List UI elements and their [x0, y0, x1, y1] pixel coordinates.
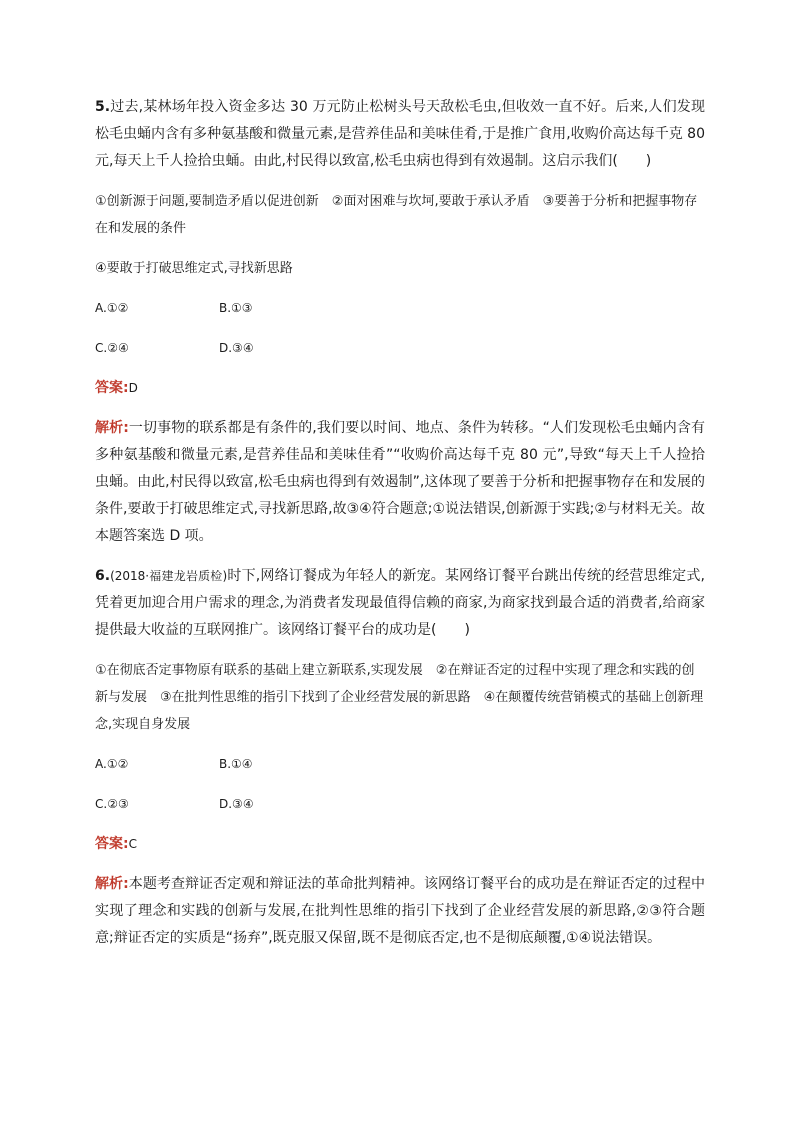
question-text: 时下,网络订餐成为年轻人的新宠。某网络订餐平台跳出传统的经营思维定式,凭着更加迎合用户需求的理念,为消费者发现最值得信赖的商家,为商家找到最合适的消费者,给商家提供最大收益的互联网推广。该网络订餐平台的成功是( ) — [95, 568, 705, 638]
question-5-stem — [95, 94, 705, 175]
question-number: 5. — [95, 99, 111, 115]
question-6-answer — [95, 831, 705, 858]
option-c: C.②④ — [95, 341, 129, 355]
question-6-analysis — [95, 871, 705, 952]
option-a: A.①② — [95, 301, 129, 315]
option-d: D.③④ — [219, 797, 254, 811]
analysis-text: 一切事物的联系都是有条件的,我们要以时间、地点、条件为转移。“人们发现松毛虫蛹内含有多种氨基酸和微量元素,是营养佳品和美味佳肴”“收购价高达每千克 80 元”,导致“每天上千人捡拾虫蛹。由此,村民得以致富,松毛虫病也得到有效遏制”,这体现了要善于分析和把握事物存在和发展的条件,要敢于打破思维定式,寻找新思路,故③④符合题意;①说法错误,创新源于实践;②与材料无关。故本题答案选 D 项。 — [95, 420, 705, 544]
question-source: (2018·福建龙岩质检) — [110, 569, 228, 583]
option-c: C.②③ — [95, 797, 129, 811]
question-6-options-row-2 — [95, 791, 705, 818]
question-text: 过去,某林场年投入资金多达 30 万元防止松树头号天敌松毛虫,但收效一直不好。后来,人们发现松毛虫蛹内含有多种氨基酸和微量元素,是营养佳品和美味佳肴,于是推广食用,收购价高达每千克 80 元,每天上千人捡拾虫蛹。由此,村民得以致富,松毛虫病也得到有效遏制。这启示我们( ) — [95, 99, 705, 169]
question-number: 6. — [95, 568, 111, 584]
question-5-analysis — [95, 415, 705, 550]
question-5-options-row-1 — [95, 295, 705, 322]
question-6-choices: ①在彻底否定事物原有联系的基础上建立新联系,实现发展 ②在辩证否定的过程中实现了理念和实践的创新与发展 ③在批判性思维的指引下找到了企业经营发展的新思路 ④在颠覆传统营销模式的基础上创新理念,实现自身发展 — [95, 663, 704, 732]
document-page — [95, 94, 705, 952]
question-5-options-row-2 — [95, 335, 705, 362]
analysis-label: 解析: — [95, 876, 129, 892]
answer-label: 答案: — [95, 380, 129, 396]
analysis-text: 本题考查辩证否定观和辩证法的革命批判精神。该网络订餐平台的成功是在辩证否定的过程中实现了理念和实践的创新与发展,在批判性思维的指引下找到了企业经营发展的新思路,②③符合题意;辩证否定的实质是“扬弃”,既克服又保留,既不是彻底否定,也不是彻底颠覆,①④说法错误。 — [95, 876, 705, 946]
option-b: B.①③ — [219, 301, 253, 315]
question-6-stem — [95, 563, 705, 644]
question-6-options-row-1 — [95, 751, 705, 778]
analysis-label: 解析: — [95, 420, 129, 436]
question-5-answer — [95, 375, 705, 402]
question-5-choices: ①创新源于问题,要制造矛盾以促进创新 ②面对困难与坎坷,要敢于承认矛盾 ③要善于分析和把握事物存在和发展的条件 — [95, 194, 698, 236]
question-5-choice-4: ④要敢于打破思维定式,寻找新思路 — [95, 261, 293, 276]
answer-label: 答案: — [95, 836, 129, 852]
option-d: D.③④ — [219, 341, 254, 355]
option-b: B.①④ — [219, 757, 253, 771]
option-a: A.①② — [95, 757, 129, 771]
answer-value: C — [128, 837, 137, 851]
answer-value: D — [128, 381, 138, 395]
